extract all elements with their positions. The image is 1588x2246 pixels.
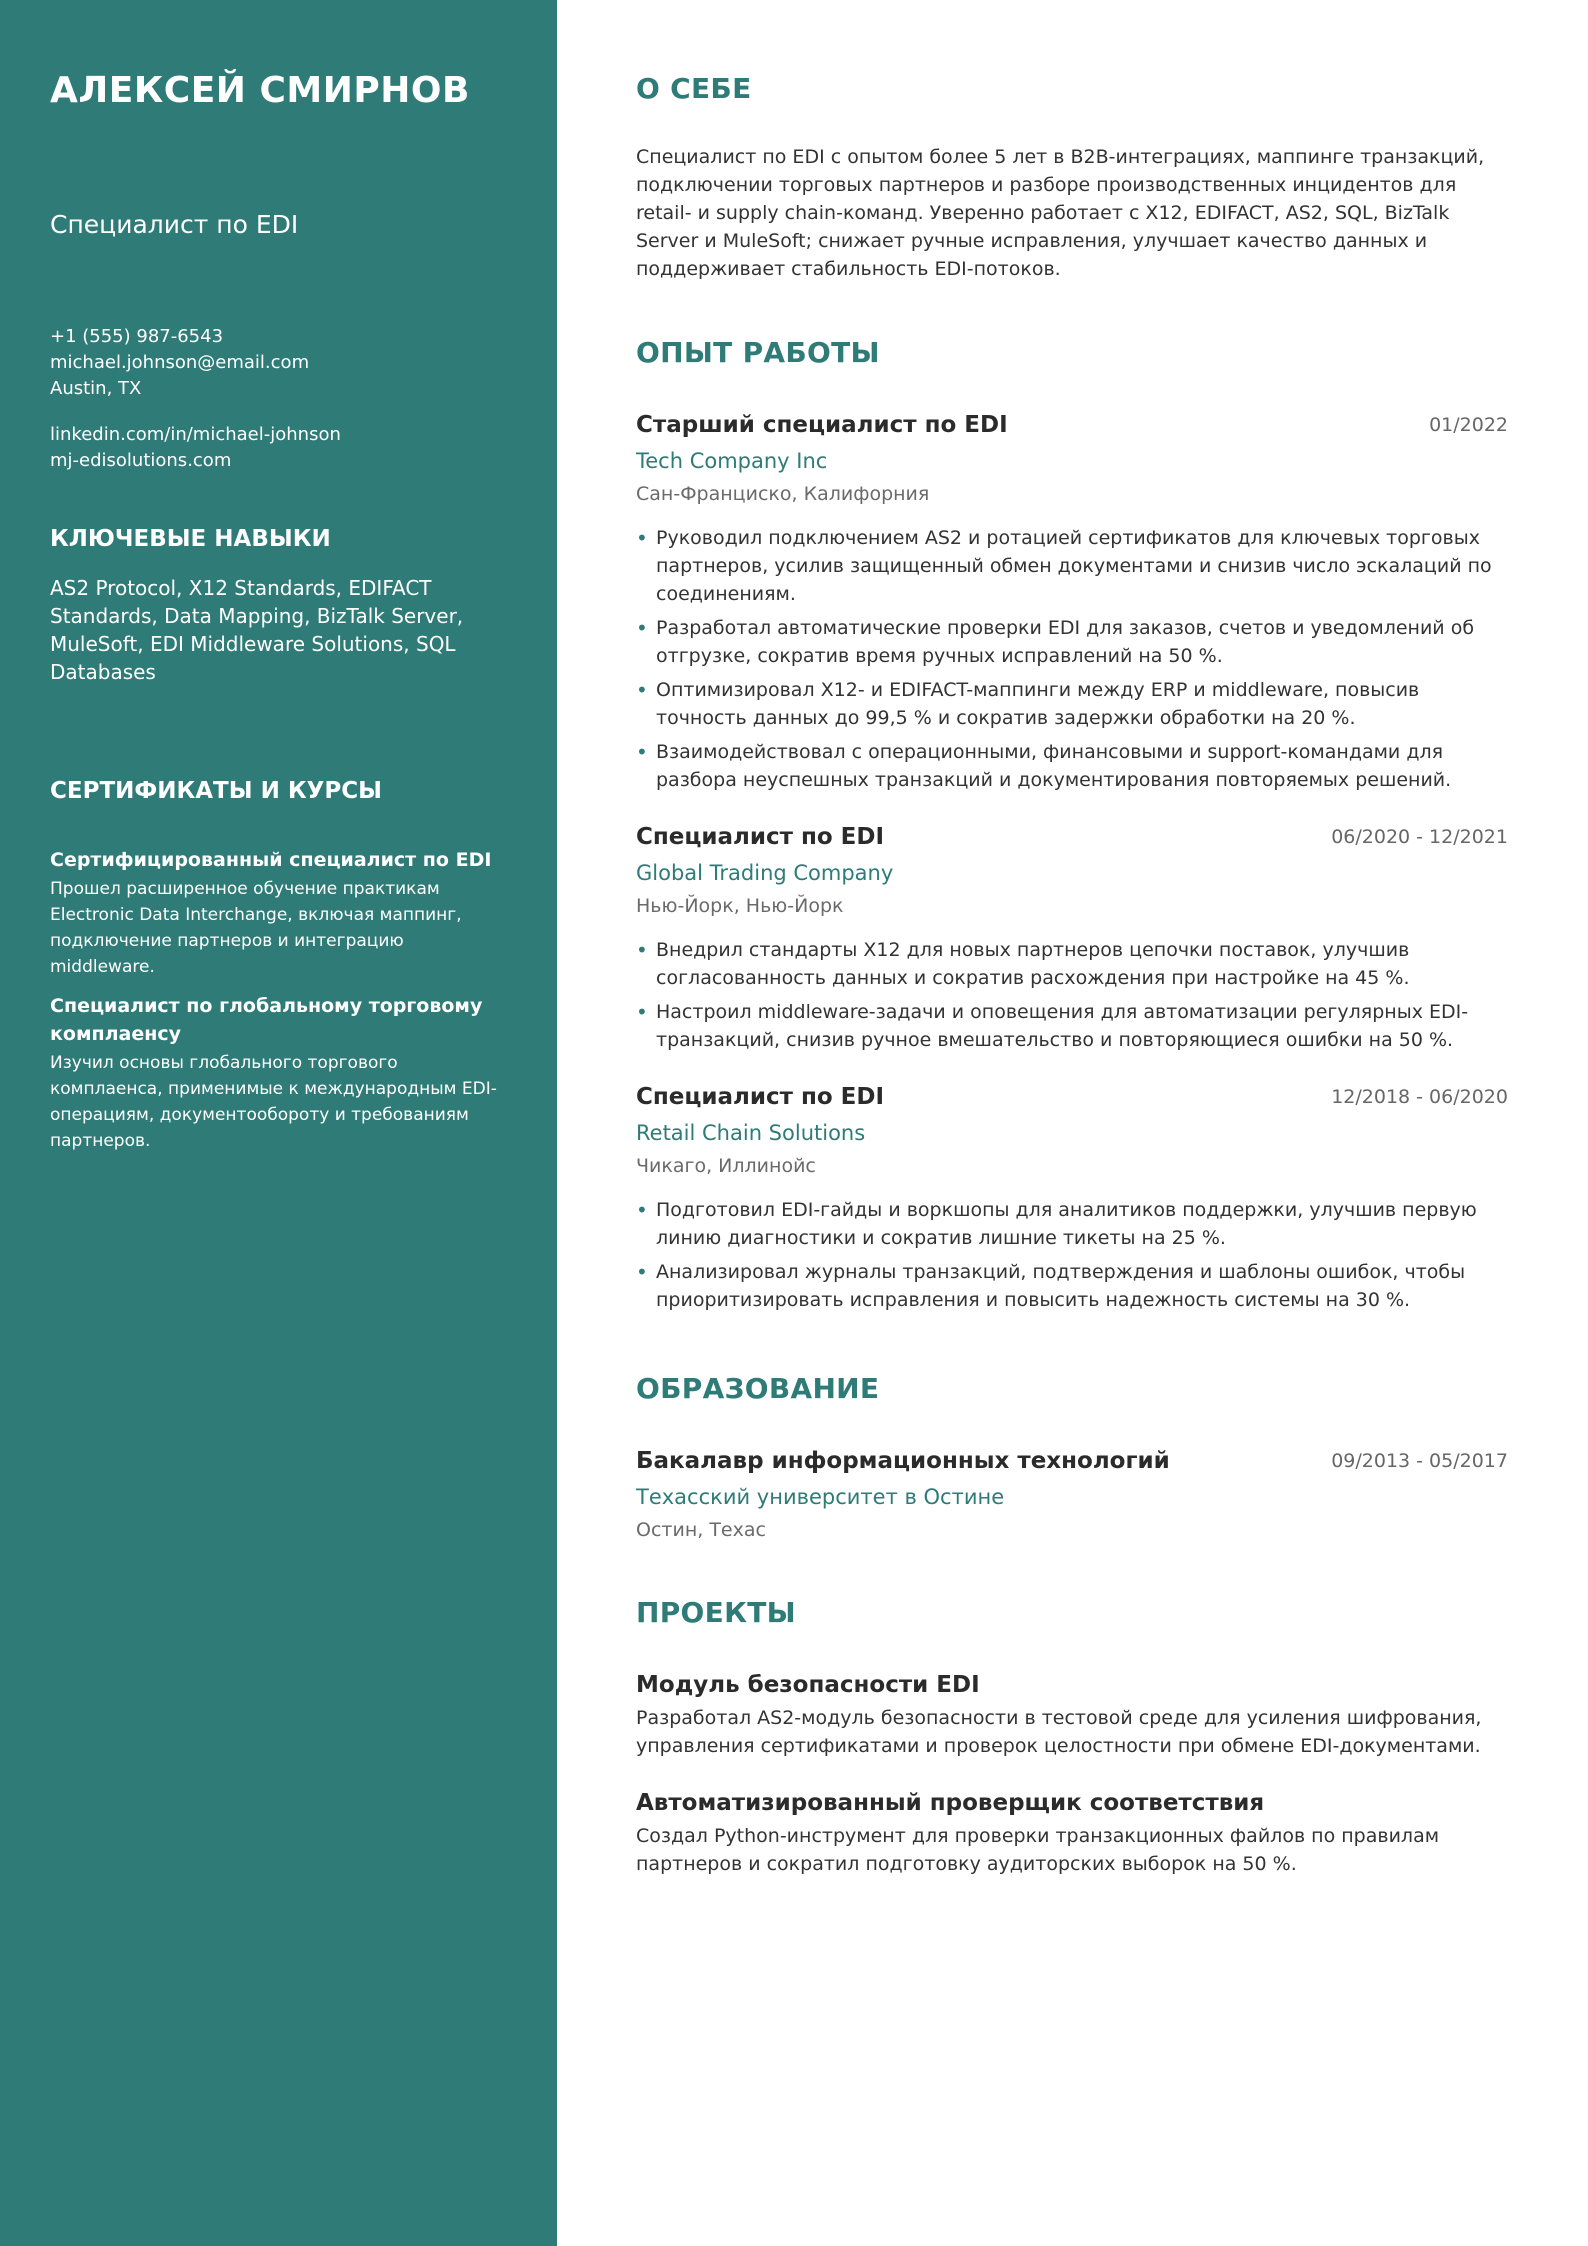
job-bullets xyxy=(636,1196,1508,1314)
skills-heading: КЛЮЧЕВЫЕ НАВЫКИ xyxy=(50,526,331,552)
bullet-dot-icon: • xyxy=(636,616,648,640)
cert-desc: Прошел расширенное обучение практикам Electronic Data Interchange, включая маппинг, подключение партнеров и интеграцию middleware. xyxy=(50,879,462,977)
job-header xyxy=(636,1079,1508,1115)
bullet-item xyxy=(636,738,1508,794)
job-entry xyxy=(636,819,1508,1060)
bullet-text: Оптимизировал X12- и EDIFACT-маппинги между ERP и middleware, повысив точность данных до 99,5 % и сократив задержки обработки на 20 %. xyxy=(656,679,1420,729)
projects-heading: ПРОЕКТЫ xyxy=(636,1596,796,1629)
bullet-item xyxy=(636,1258,1508,1314)
job-entry xyxy=(636,407,1508,800)
project-entry xyxy=(636,1668,1508,1760)
job-entry xyxy=(636,1079,1508,1320)
job-company: Tech Company Inc xyxy=(636,449,828,473)
cert-title: Сертифицированный специалист по EDI xyxy=(50,849,492,871)
cert-item xyxy=(50,846,500,980)
bullet-dot-icon: • xyxy=(636,1198,648,1222)
job-company: Retail Chain Solutions xyxy=(636,1121,866,1145)
experience-heading: ОПЫТ РАБОТЫ xyxy=(636,336,880,369)
about-text: Специалист по EDI с опытом более 5 лет в B2B-интеграциях, маппинге транзакций, подключении торговых партнеров и разборе производственных инцидентов для retail- и supply chain-команд. Уверенно работает с X12, EDIFACT, AS2, SQL, BizTalk Server и MuleSoft; снижает ручные исправления, улучшает качество данных и поддерживает стабильность EDI-потоков. xyxy=(636,146,1485,280)
project-desc: Разработал AS2-модуль безопасности в тестовой среде для усиления шифрования, управления сертификатами и проверок целостности при обмене EDI-документами. xyxy=(636,1707,1482,1757)
bullet-dot-icon: • xyxy=(636,678,648,702)
project-title: Автоматизированный проверщик соответствия xyxy=(636,1790,1265,1816)
candidate-name: АЛЕКСЕЙ СМИРНОВ xyxy=(50,70,470,111)
bullet-text: Анализировал журналы транзакций, подтверждения и шаблоны ошибок, чтобы приоритизировать исправления и повысить надежность системы на 30 %. xyxy=(656,1261,1466,1311)
job-location: Чикаго, Иллинойс xyxy=(636,1155,816,1177)
cert-item xyxy=(50,992,500,1154)
education-date: 09/2013 - 05/2017 xyxy=(1331,1450,1508,1472)
about-heading: О СЕБЕ xyxy=(636,72,752,105)
contact-phone: +1 (555) 987-6543 xyxy=(50,326,224,347)
bullet-text: Взаимодействовал с операционными, финансовыми и support-командами для разбора неуспешных транзакций и документирования повторяемых решений. xyxy=(656,741,1452,791)
degree-title: Бакалавр информационных технологий xyxy=(636,1448,1170,1474)
contact-email: michael.johnson@email.com xyxy=(50,352,310,373)
job-header xyxy=(636,407,1508,443)
bullet-text: Разработал автоматические проверки EDI для заказов, счетов и уведомлений об отгрузке, сократив время ручных исправлений на 50 %. xyxy=(656,617,1475,667)
project-entry xyxy=(636,1786,1508,1878)
contact-spacer xyxy=(50,402,341,422)
job-bullets xyxy=(636,936,1508,1054)
job-title: Старший специалист по EDI xyxy=(636,412,1008,438)
bullet-text: Настроил middleware-задачи и оповещения для автоматизации регулярных EDI-транзакций, снизив ручное вмешательство и повторяющиеся ошибки на 50 %. xyxy=(656,1001,1469,1051)
project-desc: Создал Python-инструмент для проверки транзакционных файлов по правилам партнеров и сократил подготовку аудиторских выборок на 50 %. xyxy=(636,1825,1440,1875)
education-entry xyxy=(636,1443,1508,1546)
contact-linkedin: linkedin.com/in/michael-johnson xyxy=(50,424,341,445)
contact-website: mj-edisolutions.com xyxy=(50,450,232,471)
contact-block xyxy=(50,324,341,474)
school-name: Техасский университет в Остине xyxy=(636,1485,1005,1509)
job-date: 06/2020 - 12/2021 xyxy=(1331,826,1508,848)
education-heading: ОБРАЗОВАНИЕ xyxy=(636,1372,880,1405)
certs-list xyxy=(50,846,500,1166)
job-location: Нью-Йорк, Нью-Йорк xyxy=(636,895,844,917)
bullet-item xyxy=(636,998,1508,1054)
certs-heading: СЕРТИФИКАТЫ И КУРСЫ xyxy=(50,778,382,804)
sidebar xyxy=(0,0,557,2246)
bullet-text: Подготовил EDI-гайды и воркшопы для аналитиков поддержки, улучшив первую линию диагностики и сократив лишние тикеты на 25 %. xyxy=(656,1199,1477,1249)
cert-title: Специалист по глобальному торговому комплаенсу xyxy=(50,995,483,1045)
job-title: Специалист по EDI xyxy=(636,824,885,850)
job-date: 12/2018 - 06/2020 xyxy=(1331,1086,1508,1108)
bullet-item xyxy=(636,936,1508,992)
bullet-text: Руководил подключением AS2 и ротацией сертификатов для ключевых торговых партнеров, усилив защищенный обмен документами и снизив число эскалаций по соединениям. xyxy=(656,527,1492,605)
job-header xyxy=(636,819,1508,855)
cert-desc: Изучил основы глобального торгового комплаенса, применимые к международным EDI-операциям, документообороту и требованиям партнеров. xyxy=(50,1053,497,1151)
job-location: Сан-Франциско, Калифорния xyxy=(636,483,930,505)
skills-text: AS2 Protocol, X12 Standards, EDIFACT Standards, Data Mapping, BizTalk Server, MuleSoft, EDI Middleware Solutions, SQL Databases xyxy=(50,576,464,684)
bullet-dot-icon: • xyxy=(636,1260,648,1284)
education-header xyxy=(636,1443,1508,1479)
bullet-dot-icon: • xyxy=(636,526,648,550)
candidate-title: Специалист по EDI xyxy=(50,210,299,239)
bullet-item xyxy=(636,1196,1508,1252)
bullet-item xyxy=(636,524,1508,608)
contact-location: Austin, TX xyxy=(50,378,142,399)
bullet-text: Внедрил стандарты X12 для новых партнеров цепочки поставок, улучшив согласованность данных и сократив расхождения при настройке на 45 %. xyxy=(656,939,1410,989)
bullet-dot-icon: • xyxy=(636,740,648,764)
bullet-item xyxy=(636,614,1508,670)
job-bullets xyxy=(636,524,1508,794)
bullet-item xyxy=(636,676,1508,732)
school-location: Остин, Техас xyxy=(636,1519,766,1541)
job-date: 01/2022 xyxy=(1429,414,1508,436)
project-title: Модуль безопасности EDI xyxy=(636,1672,980,1698)
bullet-dot-icon: • xyxy=(636,938,648,962)
job-company: Global Trading Company xyxy=(636,861,894,885)
main-content xyxy=(636,0,1508,2246)
bullet-dot-icon: • xyxy=(636,1000,648,1024)
job-title: Специалист по EDI xyxy=(636,1084,885,1110)
